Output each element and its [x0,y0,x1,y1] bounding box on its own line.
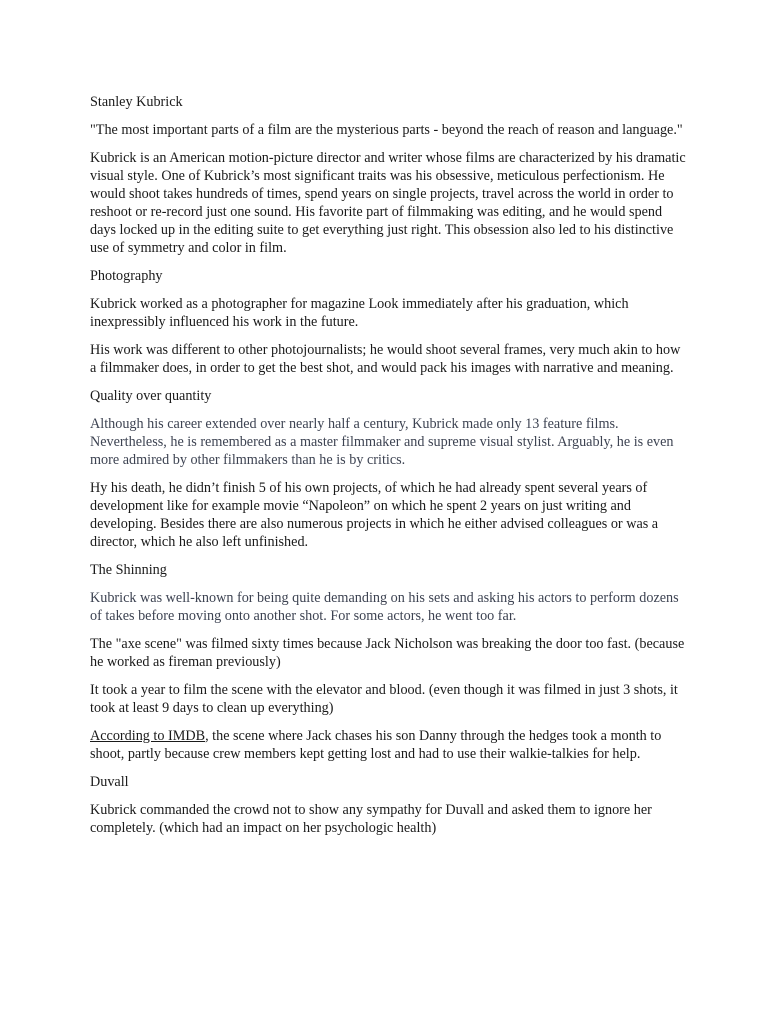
quality-paragraph-2: Hy his death, he didn’t finish 5 of his own projects, of which he had already spent several years of development like for example movie “Napoleon” on which he spent 2 years on just writing and developing. Besides there are also numerous projects in which he either advised colleagues or was a director, which he also left unfinished. [90,480,659,550]
quote-paragraph: "The most important parts of a film are the mysterious parts - beyond the reach of reason and language." [90,122,683,138]
section-heading-shinning: The Shinning [90,562,167,578]
photography-paragraph-1: Kubrick worked as a photographer for magazine Look immediately after his graduation, which inexpressibly influenced his work in the future. [90,296,629,330]
shinning-paragraph-4 [90,727,690,763]
photography-paragraph-2: His work was different to other photojournalists; he would shoot several frames, very much akin to how a filmmaker does, in order to get the best shot, and would pack his images with narrative and meaning. [90,342,681,376]
section-heading-photography: Photography [90,268,163,284]
intro-paragraph: Kubrick is an American motion-picture director and writer whose films are characterized by his dramatic visual style. One of Kubrick’s most significant traits was his obsessive, meticulous perfectionism. He would shoot takes hundreds of times, spend years on single projects, travel across the world in order to reshoot or re-record just one sound. His favorite part of filmmaking was editing, and he would spend days locked up in the editing suite to get everything just right. This obsession also led to his distinctive use of symmetry and color in film. [90,150,686,256]
section-heading-quality: Quality over quantity [90,388,212,404]
shinning-paragraph-2: The "axe scene" was filmed sixty times because Jack Nicholson was breaking the door too fast. (because he worked as fireman previously) [90,636,685,670]
imdb-link[interactable]: According to IMDB [90,728,206,744]
shinning-paragraph-3: It took a year to film the scene with the elevator and blood. (even though it was filmed in just 3 shots, it took at least 9 days to clean up everything) [90,682,678,716]
document-title: Stanley Kubrick [90,94,183,110]
shinning-paragraph-1: Kubrick was well-known for being quite demanding on his sets and asking his actors to perform dozens of takes before moving onto another shot. For some actors, he went too far. [90,590,679,624]
quality-paragraph-1: Although his career extended over nearly half a century, Kubrick made only 13 feature films. Nevertheless, he is remembered as a master filmmaker and supreme visual stylist. Arguably, he is even more admired by other filmmakers than he is by critics. [90,416,674,468]
shinning-paragraph-4-text: , the scene where Jack chases his son Danny through the hedges took a month to shoot, partly because crew members kept getting lost and had to use their walkie-talkies for help. [90,728,662,762]
section-heading-duvall: Duvall [90,774,129,790]
document-page [90,93,690,847]
duvall-paragraph-1: Kubrick commanded the crowd not to show any sympathy for Duvall and asked them to ignore her completely. (which had an impact on her psychologic health) [90,802,652,836]
